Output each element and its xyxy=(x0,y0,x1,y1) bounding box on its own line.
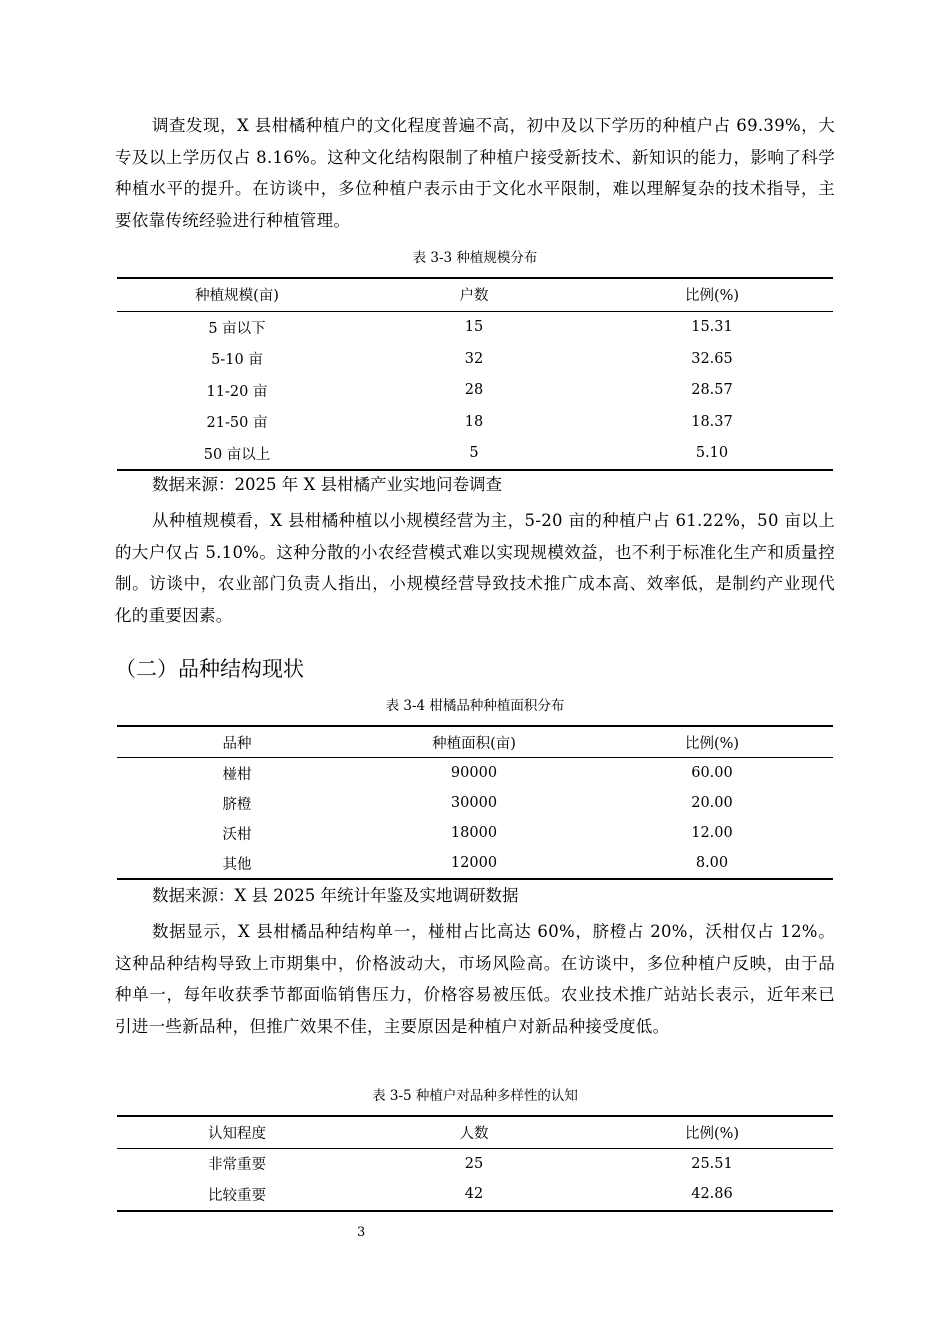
table-cell: 21-50 亩 xyxy=(206,415,268,432)
header-cell: 种植面积(亩) xyxy=(432,735,516,752)
table-cell: 15 xyxy=(464,319,484,336)
table-row xyxy=(117,848,833,878)
table-cell: 8.00 xyxy=(695,855,729,871)
table-cell: 28.57 xyxy=(691,382,733,399)
paragraph-varieties: 数据显示，X 县柑橘品种结构单一，椪柑占比高达 60%，脐橙占 20%，沃柑仅占 12%。这种品种结构导致上市期集中，价格波动大，市场风险高。在访谈中，多位种植户反映，由于品种单一，每年收获季节都面临销售压力，价格容易被压低。农业技术推广站站长表示，近年来已引进一些新品种，但推广效果不佳，主要原因是种植户对新品种接受度低。 xyxy=(115,922,835,1036)
table-3-4 xyxy=(117,725,833,880)
table-cell: 其他 xyxy=(222,856,252,873)
table-cell: 比较重要 xyxy=(208,1187,266,1204)
table-cell: 12.00 xyxy=(691,825,733,841)
table-cell: 42 xyxy=(464,1186,484,1203)
table-cell: 5-10 亩 xyxy=(211,352,263,369)
table-cell: 50 亩以上 xyxy=(203,446,271,463)
table-cell: 11-20 亩 xyxy=(206,383,268,400)
header-cell: 认知程度 xyxy=(208,1125,266,1142)
section-heading: （二）品种结构现状 xyxy=(115,657,304,681)
table-cell: 沃柑 xyxy=(222,826,252,843)
table-cell: 5 亩以下 xyxy=(208,320,266,337)
table-cell: 32 xyxy=(464,350,484,367)
table-3-5-caption: 表 3-5 种植户对品种多样性的认知 xyxy=(372,1088,578,1104)
table-3-3 xyxy=(117,277,833,471)
header-cell: 比例(%) xyxy=(684,735,740,752)
table-cell: 90000 xyxy=(450,765,498,781)
table-cell: 60.00 xyxy=(691,765,733,781)
table-cell: 18 xyxy=(464,413,484,430)
table-cell: 20.00 xyxy=(691,795,733,811)
table-3-5 xyxy=(117,1115,833,1212)
header-cell: 比例(%) xyxy=(684,288,740,305)
table-cell: 25.51 xyxy=(691,1155,733,1172)
table-row xyxy=(117,343,833,375)
table-cell: 脐橙 xyxy=(222,796,252,813)
table-3-3-caption: 表 3-3 种植规模分布 xyxy=(412,250,538,266)
table-row xyxy=(117,818,833,848)
table-cell: 非常重要 xyxy=(208,1157,266,1174)
table-header-row xyxy=(117,279,833,312)
table-row xyxy=(117,788,833,818)
table-cell: 28 xyxy=(464,382,484,399)
table-cell: 32.65 xyxy=(691,350,733,367)
header-cell: 比例(%) xyxy=(684,1125,740,1142)
table-cell: 25 xyxy=(464,1155,484,1172)
table-cell: 42.86 xyxy=(691,1186,733,1203)
table-3-4-caption: 表 3-4 柑橘品种种植面积分布 xyxy=(385,698,565,714)
header-cell: 人数 xyxy=(459,1125,489,1142)
table-row xyxy=(117,375,833,407)
table-3-3-source: 数据来源：2025 年 X 县柑橘产业实地问卷调查 xyxy=(152,475,502,494)
table-cell: 12000 xyxy=(450,855,498,871)
table-cell: 椪柑 xyxy=(222,766,252,783)
table-cell: 18.37 xyxy=(691,413,733,430)
paragraph-education: 调查发现，X 县柑橘种植户的文化程度普遍不高，初中及以下学历的种植户占 69.39%，大专及以上学历仅占 8.16%。这种文化结构限制了种植户接受新技术、新知识的能力，影响了科学种植水平的提升。在访谈中，多位种植户表示由于文化水平限制，难以理解复杂的技术指导，主要依靠传统经验进行种植管理。 xyxy=(115,116,835,230)
table-row xyxy=(117,1149,833,1180)
table-3-4-source: 数据来源：X 县 2025 年统计年鉴及实地调研数据 xyxy=(152,886,519,905)
paragraph-scale: 从种植规模看，X 县柑橘种植以小规模经营为主，5-20 亩的种植户占 61.22%，50 亩以上的大户仅占 5.10%。这种分散的小农经营模式难以实现规模效益，也不利于标准化生产和质量控制。访谈中，农业部门负责人指出，小规模经营导致技术推广成本高、效率低，是制约产业现代化的重要因素。 xyxy=(115,511,835,625)
table-cell: 18000 xyxy=(450,825,498,841)
table-cell: 5 xyxy=(469,445,479,462)
table-row xyxy=(117,1179,833,1210)
table-cell: 15.31 xyxy=(691,319,733,336)
table-row xyxy=(117,758,833,788)
header-cell: 户数 xyxy=(459,288,489,305)
table-cell: 30000 xyxy=(450,795,498,811)
header-cell: 种植规模(亩) xyxy=(195,288,279,305)
table-row xyxy=(117,406,833,438)
table-cell: 5.10 xyxy=(695,445,729,462)
table-row xyxy=(117,312,833,344)
table-header-row xyxy=(117,1117,833,1149)
header-cell: 品种 xyxy=(222,735,252,752)
page-number: 3 xyxy=(357,1225,366,1240)
table-row xyxy=(117,438,833,470)
table-header-row xyxy=(117,727,833,758)
